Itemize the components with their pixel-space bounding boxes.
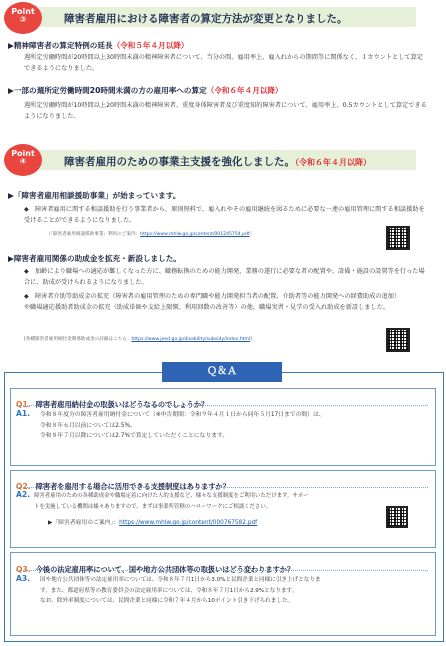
q3-divider [16,570,428,571]
triangle-bullet-icon: ▶ [8,86,14,95]
a1-label: A1. [16,409,31,418]
point4-badge-number: ④ [19,157,27,167]
point4-s2-reference: [各種障害者雇用納付金関係助成金の詳細はこちら：https://www.jeed.go.jp/disability/subsidy/index.html] [24,337,252,342]
point4-badge-word: Point [11,149,35,158]
point3-title: 障害者雇用における障害者の算定方法が変更となりました。 [64,13,348,25]
q3-row [16,557,294,576]
point4-s1-heading: ▶「障害者雇用相談援助事業」が始まっています。 [8,191,181,200]
diamond-bullet-icon: ◆ [24,206,35,213]
point4-badge [4,144,42,176]
point3-s2-body: 週所定労働時間が10時間以上20時間未満の精神障害者、重度身体障害者及び重度知的障害者について、雇用率上、0.5カウントとして算定できるようになりました。 [24,102,427,120]
a3-label: A3. [16,574,31,583]
qr-code-icon [386,506,408,528]
diamond-bullet-icon: ◆ [24,268,35,275]
qr-code-icon [386,328,410,352]
point3-badge-number: ③ [19,15,27,25]
q1-label: Q1. [16,400,31,409]
q2-question: 障害者を雇用する場合に活用できる支援制度はありますか？ [35,482,230,491]
q1-row [16,392,208,411]
q2-divider [16,487,428,488]
point3-s2-heading: ▶一部の週所定労働時間20時間未満の方の雇用率への算定（令和６年４月以降） [8,86,283,95]
a2-reference: ▶「障害者雇用のご案内」：https://www.mhlw.go.jp/content/000767582.pdf [48,520,258,526]
point4-s2-link[interactable]: https://www.jeed.go.jp/disability/subsidy/index.html [131,337,251,342]
qa-tab: Ｑ＆Ａ [162,362,282,382]
a3-answer: 国や地方公共団体等の法定雇用率については、令和８年７月1日から3.0%と民間企業と同様に引き上げとなりま す。また、都道府県等の教育委員会の法定雇用率については、令和８年７月1日から2.9%となります。 なお、除外率制度については、民間企業と同様に令和７年４月から10ポイント引き下げられました。 [40,577,321,604]
point4-s1-bullet1: ◆ 障害者雇用に関する相談援助を行う事業者から、原則無料で、雇入れやその雇用継続を図るために必要な一連の雇用管理に関する相談援助を受けることができるようになりました。 [24,206,425,224]
a2-answer: 障害者雇用のための各種助成金や職場定着に向けた人的支援など、様々な支援制度をご利用いただけます。サポー トを実施している機関は様々ありますので、まずは事業所管轄のハローワークにご相談ください。 [34,493,309,510]
point3-badge-word: Point [11,7,35,16]
q1-question: 障害者雇用納付金の取扱いはどうなるのでしょうか？ [35,400,209,409]
a2-label: A2. [16,490,31,499]
point3-s1-body: 週所定労働時間が20時間以上30時間未満の精神障害者について、当分の間、雇用率上、雇入れからの期間等に関係なく、１カウントとして算定できるようになりました。 [24,54,423,72]
point4-s2-heading: ▶障害者雇用関係の助成金を拡充・新設しました。 [8,254,181,263]
triangle-bullet-icon: ▶ [8,41,14,50]
triangle-bullet-icon: ▶ [8,254,14,263]
diamond-bullet-icon: ◆ [24,293,35,300]
point4-s1-link[interactable]: https://www.mhlw.go.jp/content/001245754.pdf [140,232,250,237]
triangle-bullet-icon: ▶ [8,191,14,200]
q2-label: Q2. [16,482,31,491]
point3-badge [4,2,42,34]
point4-s1-reference: （「障害者雇用相談援助事業」利用のご案内：https://www.mhlw.go.jp/content/001245754.pdf） [46,232,255,237]
point3-s1-heading: ▶精神障害者の算定特例の延長（令和５年４月以降） [8,41,189,50]
q1-divider [16,405,428,406]
a1-answer: 令和８年度分の障害者雇用納付金について（※申告期間：令和９年４月１日から同年５月17日までの間）は、 令和８年６月以前については2.5%、 令和８年７月以降については2.7%で算定していただくことになります。 [40,412,325,439]
q3-question: 今後の法定雇用率について、国や地方公共団体等の取扱いはどう変わりますか？ [35,565,295,574]
point4-s2-bullet2: ◆ 障害者介助等助成金の拡充（障害者の雇用管理のための専門職や能力開発担当者の配置、介助者等の能力開発への経費助成の追加）や職場適応援助者助成金の拡充（助成単価や支給上限額、利用回数の改善等）の他、職場実習・見学の受入れ助成を新設しました。 [24,293,401,311]
point4-s2-bullet1: ◆ 加齢により職場への適応が難しくなった方に、職務転換のための能力開発、業務の遂行に必要な者の配置や、設備・施設の設置等を行った場合に、助成が受けられるようになりました。 [24,268,425,286]
point4-title: 障害者雇用のための事業主支援を強化しました。（令和６年４月以降） [64,156,371,168]
qr-code-icon [386,226,410,250]
a2-link[interactable]: https://www.mhlw.go.jp/content/000767582.pdf [119,520,258,526]
q3-label: Q3. [16,565,31,574]
